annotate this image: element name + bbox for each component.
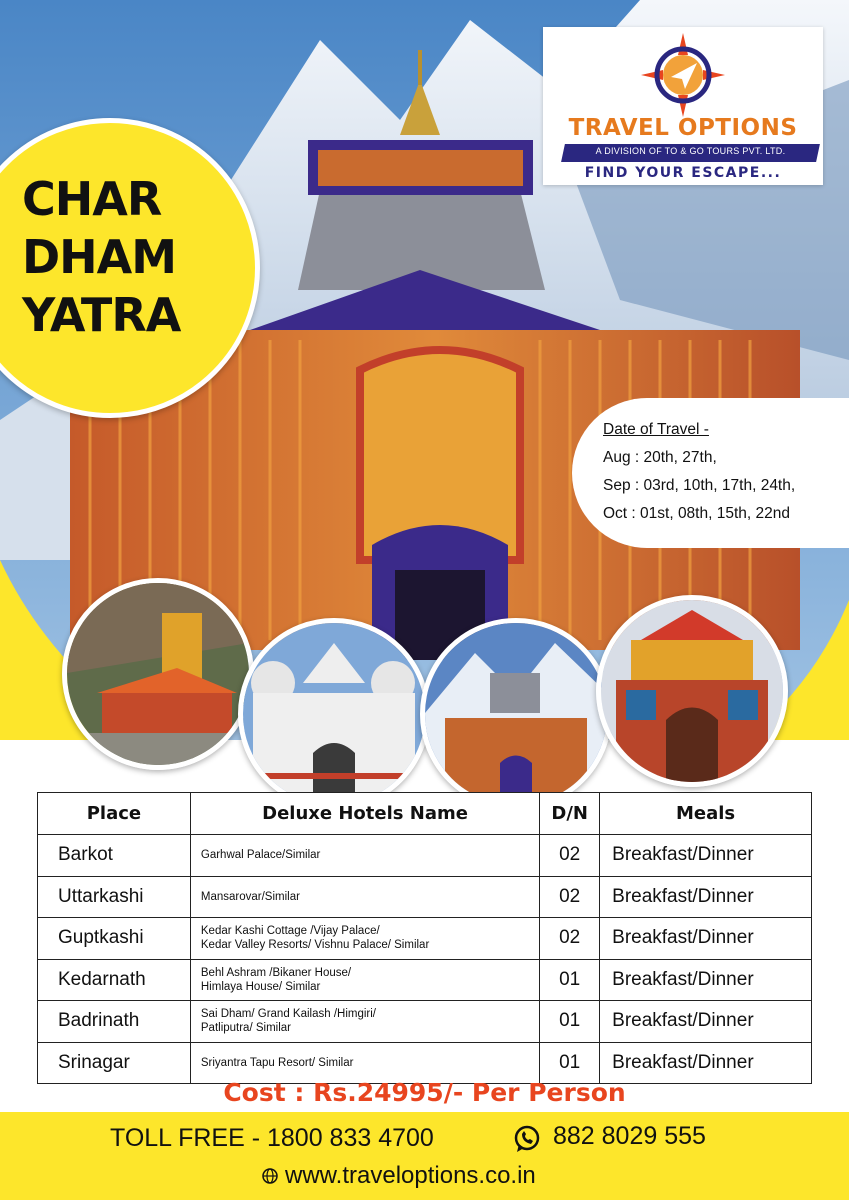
hotel-line: Kedar Valley Resorts/ Vishnu Palace/ Similar (200, 939, 430, 952)
cell-dn: 01 (540, 959, 600, 1001)
toll-free-number[interactable]: TOLL FREE - 1800 833 4700 (110, 1124, 434, 1152)
cell-dn: 01 (540, 1042, 600, 1084)
hotel-line: Mansarovar/Similar (200, 890, 300, 903)
travel-dates-aug: Aug : 20th, 27th, (603, 449, 717, 466)
title-line-1: CHAR (22, 172, 162, 226)
cell-place: Kedarnath (38, 959, 191, 1001)
header-dn: D/N (540, 793, 600, 835)
table-row (38, 1001, 812, 1043)
cell-hotel (190, 1001, 539, 1043)
cell-place: Barkot (38, 835, 191, 877)
header-meals: Meals (600, 793, 812, 835)
header-place: Place (38, 793, 191, 835)
website-link[interactable]: www.traveloptions.co.in (285, 1162, 536, 1189)
table-row (38, 835, 812, 877)
cell-meals: Breakfast/Dinner (600, 1042, 812, 1084)
travel-dates-sep: Sep : 03rd, 10th, 17th, 24th, (603, 477, 796, 494)
travel-dates-heading: Date of Travel - (603, 421, 709, 438)
cell-place: Uttarkashi (38, 876, 191, 918)
cell-hotel (190, 835, 539, 877)
table-row (38, 918, 812, 960)
hotel-line: Sriyantra Tapu Resort/ Similar (200, 1056, 354, 1069)
hotel-line: Behl Ashram /Bikaner House/ (200, 966, 352, 979)
cost-per-person: Cost : Rs.24995/- Per Person (223, 1078, 626, 1107)
cell-hotel (190, 918, 539, 960)
hotel-line: Patliputra/ Similar (200, 1022, 291, 1035)
yamunotri-thumbnail (62, 578, 254, 770)
cell-dn: 02 (540, 918, 600, 960)
cell-dn: 01 (540, 1001, 600, 1043)
kedarnath-thumbnail (420, 618, 612, 810)
brand-name: TRAVEL OPTIONS (568, 115, 798, 141)
cell-meals: Breakfast/Dinner (600, 876, 812, 918)
cell-hotel (190, 959, 539, 1001)
cell-meals: Breakfast/Dinner (600, 1001, 812, 1043)
cell-place: Guptkashi (38, 918, 191, 960)
cell-place: Srinagar (38, 1042, 191, 1084)
hotel-line: Garhwal Palace/Similar (200, 849, 321, 862)
travel-dates-oct: Oct : 01st, 08th, 15th, 22nd (603, 505, 790, 522)
hotel-line: Kedar Kashi Cottage /Vijay Palace/ (200, 925, 380, 938)
cell-meals: Breakfast/Dinner (600, 959, 812, 1001)
cell-hotel (190, 876, 539, 918)
cell-meals: Breakfast/Dinner (600, 918, 812, 960)
brand-logo (543, 27, 823, 185)
table-row (38, 876, 812, 918)
whatsapp-icon (512, 1124, 542, 1154)
cell-dn: 02 (540, 876, 600, 918)
whatsapp-number[interactable]: 882 8029 555 (553, 1122, 706, 1150)
brand-subtitle: A DIVISION OF TO & GO TOURS PVT. LTD. (595, 146, 786, 156)
badrinath-thumbnail (596, 595, 788, 787)
table-header-row (38, 793, 812, 835)
brand-tagline: FIND YOUR ESCAPE... (584, 165, 782, 181)
cell-place: Badrinath (38, 1001, 191, 1043)
page-title (22, 170, 222, 344)
hotel-line: Sai Dham/ Grand Kailash /Himgiri/ (200, 1008, 376, 1021)
title-line-3: YATRA (22, 288, 181, 342)
hotels-table (37, 792, 812, 1084)
header-hotel: Deluxe Hotels Name (190, 793, 539, 835)
hotel-line: Himlaya House/ Similar (200, 980, 321, 993)
cell-dn: 02 (540, 835, 600, 877)
contact-footer (0, 1112, 849, 1200)
gangotri-thumbnail (238, 618, 430, 810)
travel-dates (603, 416, 795, 528)
title-line-2: DHAM (22, 230, 177, 284)
cell-meals: Breakfast/Dinner (600, 835, 812, 877)
table-row (38, 959, 812, 1001)
compass-logo-icon (641, 33, 725, 117)
globe-icon (262, 1168, 278, 1184)
